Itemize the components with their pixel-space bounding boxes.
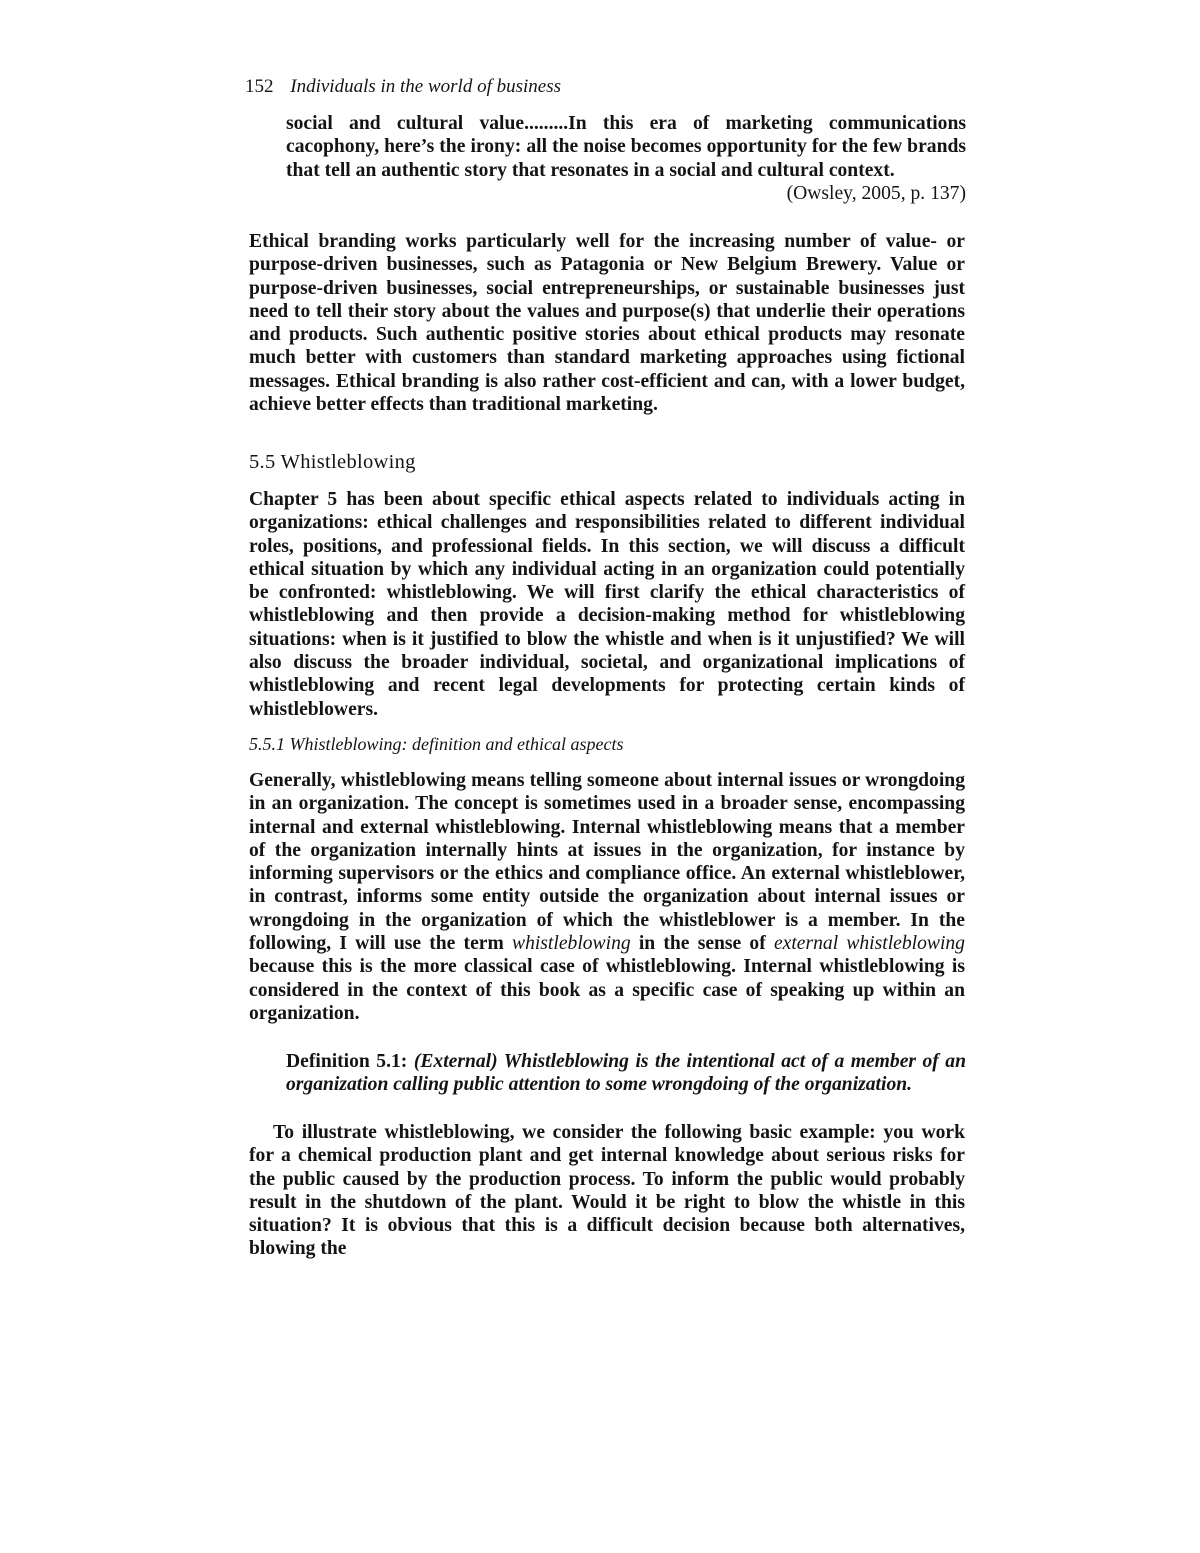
paragraph-text: because this is the more classical case of whistleblowing. Internal whistleblowing is considered in the context of this book as a specific case of speaking up within an organization.: [249, 956, 965, 1024]
definition-text: (External) Whistleblowing is the intentional act of a member of an organization calling public attention to some wrongdoing of the organization.: [286, 1051, 966, 1096]
running-head: [245, 76, 561, 98]
term-whistleblowing: whistleblowing: [512, 933, 631, 955]
running-title: Individuals in the world of business: [290, 76, 561, 97]
paragraph-generally: [249, 769, 965, 1025]
subsection-heading-definition: 5.5.1 Whistleblowing: definition and ethical aspects: [249, 734, 624, 754]
definition-box: [286, 1050, 966, 1097]
block-quote: social and cultural value.........In this era of marketing communications cacophony, here’s the irony: all the noise becomes opportunity for the few brands that tell an authentic story that resonates in a social and cultural context.: [286, 113, 966, 181]
page-number: 152: [245, 76, 274, 97]
paragraph-chapter-5: Chapter 5 has been about specific ethical aspects related to individuals acting in organizations: ethical challenges and responsibilities related to different individual roles, positions, and professional fields. In this section, we will discuss a difficult ethical situation by which any individual acting in an organization could potentially be confronted: whistleblowing. We will first clarify the ethical characteristics of whistleblowing and then provide a decision-making method for whistleblowing situations: when is it justified to blow the whistle and when is it unjustified? We will also discuss the broader individual, societal, and organizational implications of whistleblowing and recent legal developments for protecting certain kinds of whistleblowers.: [249, 489, 965, 720]
paragraph-text: Generally, whistleblowing means telling someone about internal issues or wrongdoing in an organization. The concept is sometimes used in a broader sense, encompassing internal and external whistleblowing. Internal whistleblowing means that a member of the organization internally hints at issues in the organization, for instance by informing supervisors or the ethics and compliance office. An external whistleblower, in contrast, informs some entity outside the organization about internal issues or wrongdoing in the organization of which the whistleblower is a member. In the following, I will use the term: [249, 770, 965, 955]
term-external-whistleblowing: external whistleblowing: [773, 933, 965, 955]
quote-citation: (Owsley, 2005, p. 137): [786, 183, 966, 204]
paragraph-ethical-branding: Ethical branding works particularly well for the increasing number of value- or purpose-driven businesses, such as Patagonia or New Belgium Brewery. Value or purpose-driven businesses, social entrepreneurships, or sustainable businesses just need to tell their story about the values and purpose(s) that underlie their operations and products. Such authentic positive stories about ethical products may resonate much better with customers than standard marketing approaches using fictional messages. Ethical branding is also rather cost-efficient and can, with a lower budget, achieve better effects than traditional marketing.: [249, 231, 965, 416]
paragraph-illustrate: To illustrate whistleblowing, we consider the following basic example: you work for a chemical production plant and get internal knowledge about serious risks for the public caused by the production process. To inform the public would probably result in the shutdown of the plant. Would it be right to blow the whistle in this situation? It is obvious that this is a difficult decision because both alternatives, blowing the: [249, 1122, 965, 1260]
definition-label: Definition 5.1:: [286, 1051, 408, 1072]
paragraph-text: in the sense of: [638, 933, 766, 955]
section-heading-whistleblowing: 5.5 Whistleblowing: [249, 451, 416, 473]
